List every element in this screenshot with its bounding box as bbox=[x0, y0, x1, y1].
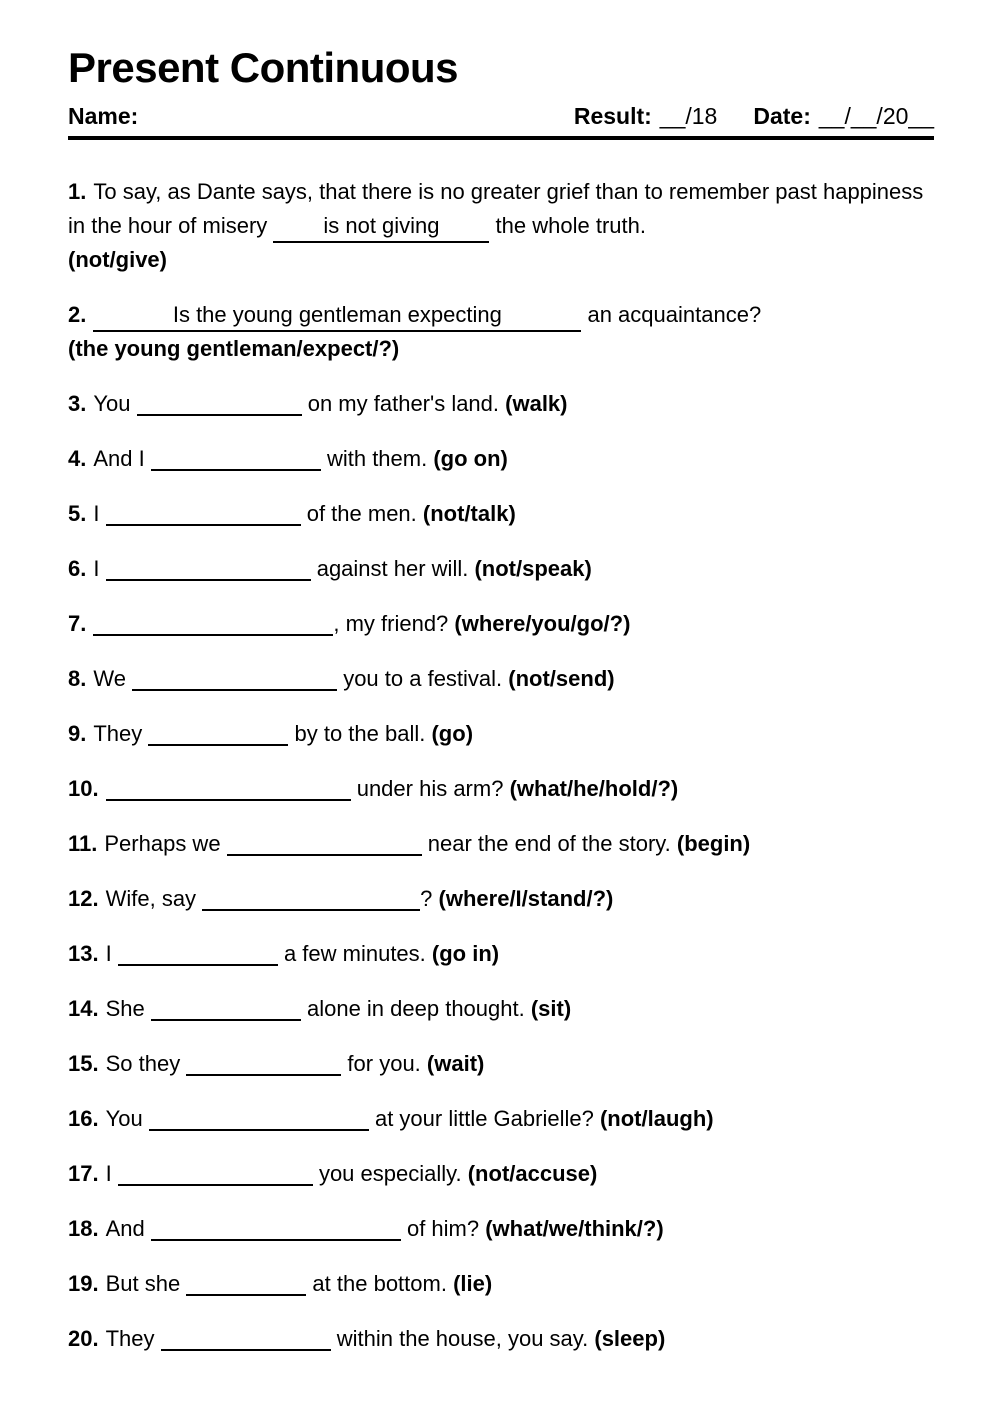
question-17 bbox=[68, 1157, 934, 1191]
header-rule bbox=[68, 136, 934, 140]
question-text: , my friend? bbox=[333, 611, 455, 637]
answer-blank bbox=[148, 722, 288, 746]
question-1 bbox=[68, 175, 934, 277]
question-text: She bbox=[105, 996, 151, 1022]
answer-blank bbox=[151, 997, 301, 1021]
question-number: 10. bbox=[68, 776, 99, 802]
question-text: Perhaps we bbox=[104, 831, 227, 857]
question-text: an acquaintance? bbox=[581, 302, 762, 328]
verb-hint: (sit) bbox=[530, 996, 572, 1022]
verb-hint: (go) bbox=[431, 721, 474, 747]
question-text: But she bbox=[105, 1271, 187, 1297]
question-text: of him? bbox=[400, 1216, 486, 1242]
question-text: you to a festival. bbox=[337, 666, 509, 692]
filled-answer-blank: is not giving bbox=[273, 213, 489, 243]
question-18 bbox=[68, 1212, 934, 1246]
verb-hint: (not/speak) bbox=[474, 556, 592, 582]
question-number: 15. bbox=[68, 1051, 99, 1077]
question-20 bbox=[68, 1322, 934, 1356]
question-text: And bbox=[105, 1216, 151, 1242]
verb-hint: (walk) bbox=[505, 391, 568, 417]
question-text: at the bottom. bbox=[306, 1271, 454, 1297]
answer-blank bbox=[186, 1052, 341, 1076]
question-19 bbox=[68, 1267, 934, 1301]
verb-hint: (not/send) bbox=[508, 666, 615, 692]
answer-blank bbox=[106, 777, 351, 801]
verb-hint: (what/we/think/?) bbox=[485, 1216, 664, 1242]
question-number: 7. bbox=[68, 611, 87, 637]
question-number: 2. bbox=[68, 302, 87, 328]
question-8 bbox=[68, 662, 934, 696]
question-text: alone in deep thought. bbox=[300, 996, 531, 1022]
question-text: with them. bbox=[320, 446, 434, 472]
question-text: We bbox=[93, 666, 133, 692]
question-text: under his arm? bbox=[350, 776, 510, 802]
question-text: I bbox=[93, 556, 106, 582]
question-text: for you. bbox=[341, 1051, 427, 1077]
question-2 bbox=[68, 298, 934, 366]
answer-blank bbox=[227, 832, 422, 856]
header-meta-right bbox=[574, 104, 934, 129]
question-number: 20. bbox=[68, 1326, 99, 1352]
answer-blank bbox=[186, 1272, 306, 1296]
answer-blank bbox=[202, 887, 420, 911]
answer-blank bbox=[106, 557, 311, 581]
question-text: You bbox=[93, 391, 137, 417]
question-number: 19. bbox=[68, 1271, 99, 1297]
date-group bbox=[753, 104, 934, 129]
question-11 bbox=[68, 827, 934, 861]
verb-hint: (not/accuse) bbox=[467, 1161, 598, 1187]
question-text: ? bbox=[420, 886, 439, 912]
verb-hint: (not/give) bbox=[68, 247, 167, 273]
header-meta-row bbox=[68, 104, 934, 129]
question-text: They bbox=[105, 1326, 161, 1352]
question-13 bbox=[68, 937, 934, 971]
question-text: I bbox=[105, 1161, 118, 1187]
question-12 bbox=[68, 882, 934, 916]
answer-blank bbox=[151, 1217, 401, 1241]
result-label: Result: bbox=[573, 103, 652, 130]
question-number: 6. bbox=[68, 556, 87, 582]
result-group bbox=[574, 104, 718, 129]
question-text: on my father's land. bbox=[301, 391, 506, 417]
verb-hint: (not/laugh) bbox=[599, 1106, 714, 1132]
question-text: at your little Gabrielle? bbox=[368, 1106, 600, 1132]
question-number: 14. bbox=[68, 996, 99, 1022]
question-7 bbox=[68, 607, 934, 641]
verb-hint: (where/you/go/?) bbox=[454, 611, 631, 637]
question-text: near the end of the story. bbox=[421, 831, 677, 857]
question-text: So they bbox=[105, 1051, 187, 1077]
question-10 bbox=[68, 772, 934, 806]
question-list bbox=[68, 175, 934, 1356]
question-number: 3. bbox=[68, 391, 87, 417]
question-text: I bbox=[93, 501, 106, 527]
answer-blank bbox=[137, 392, 302, 416]
answer-blank bbox=[93, 612, 333, 636]
answer-blank bbox=[132, 667, 337, 691]
verb-hint: (go in) bbox=[431, 941, 500, 967]
page-title: Present Continuous bbox=[68, 44, 459, 91]
question-text: To say, as Dante says, that there is no greater grief than to remember past happiness in the hour of misery bbox=[68, 179, 924, 239]
question-15 bbox=[68, 1047, 934, 1081]
question-number: 11. bbox=[68, 831, 98, 857]
question-3 bbox=[68, 387, 934, 421]
verb-hint: (the young gentleman/expect/?) bbox=[68, 336, 400, 362]
question-number: 18. bbox=[68, 1216, 99, 1242]
filled-answer-blank: Is the young gentleman expecting bbox=[93, 302, 581, 332]
question-9 bbox=[68, 717, 934, 751]
verb-hint: (lie) bbox=[453, 1271, 493, 1297]
answer-blank bbox=[118, 942, 278, 966]
question-text: of the men. bbox=[300, 501, 423, 527]
verb-hint: (begin) bbox=[676, 831, 751, 857]
question-text: a few minutes. bbox=[277, 941, 432, 967]
question-text: against her will. bbox=[310, 556, 475, 582]
question-number: 13. bbox=[68, 941, 99, 967]
verb-hint: (not/talk) bbox=[422, 501, 516, 527]
question-text: within the house, you say. bbox=[330, 1326, 595, 1352]
question-text: They bbox=[93, 721, 149, 747]
question-text: And I bbox=[93, 446, 151, 472]
question-number: 8. bbox=[68, 666, 87, 692]
verb-hint: (what/he/hold/?) bbox=[509, 776, 679, 802]
answer-blank bbox=[118, 1162, 313, 1186]
question-16 bbox=[68, 1102, 934, 1136]
answer-blank bbox=[149, 1107, 369, 1131]
question-number: 5. bbox=[68, 501, 87, 527]
question-number: 1. bbox=[68, 179, 87, 205]
question-5 bbox=[68, 497, 934, 531]
question-number: 16. bbox=[68, 1106, 99, 1132]
question-number: 4. bbox=[68, 446, 87, 472]
result-value: __/18 bbox=[659, 103, 718, 130]
date-value: __/__/20__ bbox=[818, 103, 934, 130]
date-label: Date: bbox=[753, 103, 811, 130]
question-text: by to the ball. bbox=[288, 721, 432, 747]
answer-blank bbox=[151, 447, 321, 471]
question-text: the whole truth. bbox=[489, 213, 646, 239]
question-4 bbox=[68, 442, 934, 476]
question-6 bbox=[68, 552, 934, 586]
answer-blank bbox=[106, 502, 301, 526]
question-number: 17. bbox=[68, 1161, 99, 1187]
question-14 bbox=[68, 992, 934, 1026]
verb-hint: (wait) bbox=[426, 1051, 485, 1077]
name-label: Name: bbox=[68, 103, 139, 130]
verb-hint: (where/I/stand/?) bbox=[438, 886, 614, 912]
verb-hint: (go on) bbox=[433, 446, 508, 472]
answer-blank bbox=[161, 1327, 331, 1351]
question-text: I bbox=[105, 941, 118, 967]
question-number: 12. bbox=[68, 886, 99, 912]
question-text: you especially. bbox=[312, 1161, 468, 1187]
question-number: 9. bbox=[68, 721, 87, 747]
question-text: Wife, say bbox=[105, 886, 203, 912]
question-text: You bbox=[105, 1106, 149, 1132]
verb-hint: (sleep) bbox=[594, 1326, 666, 1352]
